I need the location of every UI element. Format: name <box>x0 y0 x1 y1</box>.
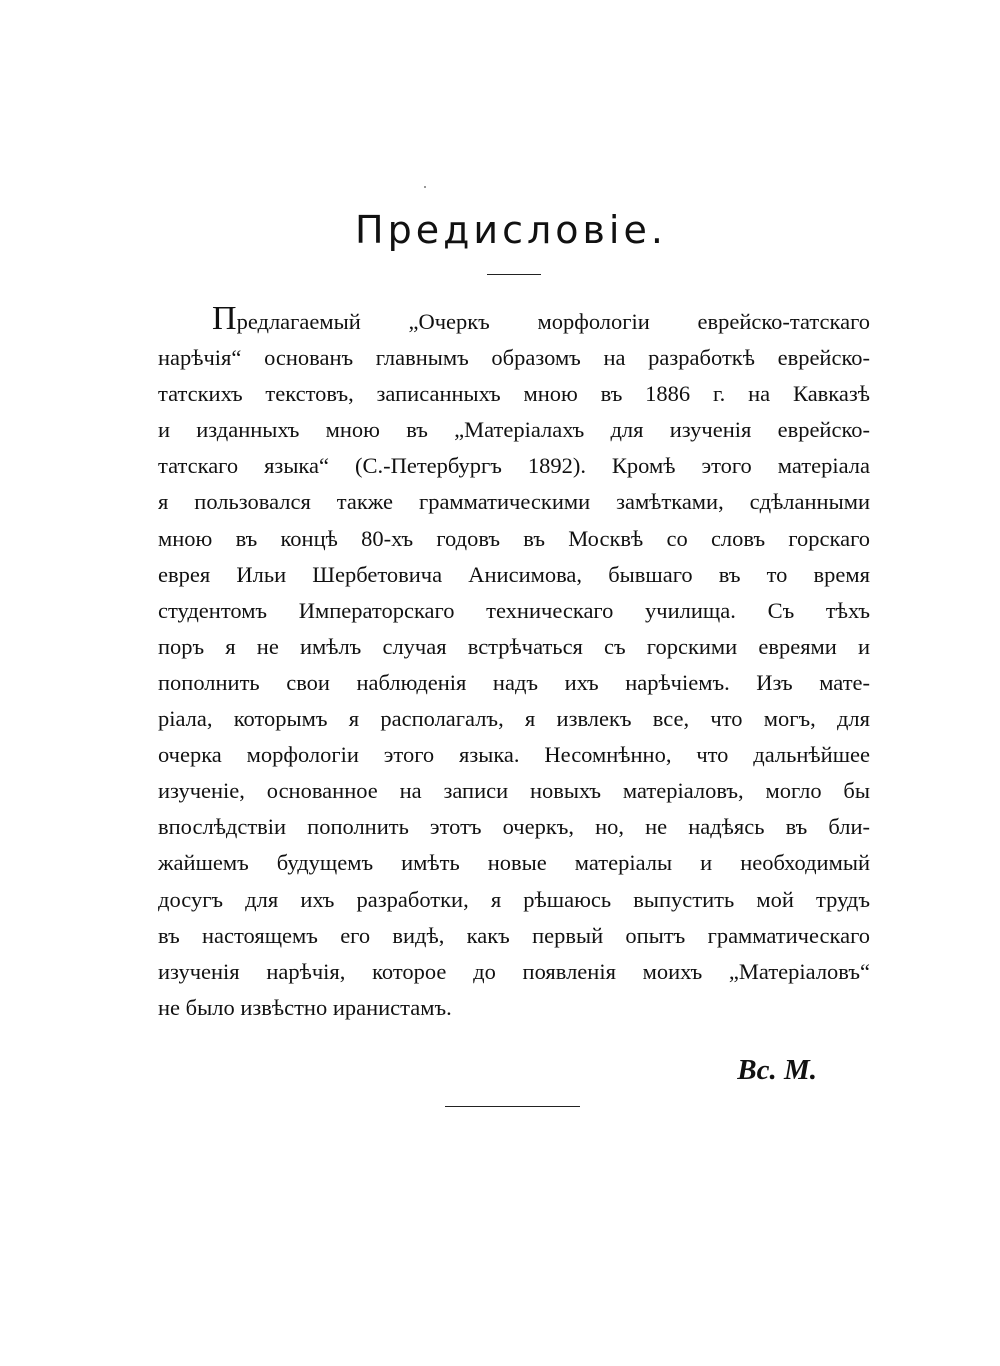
paragraph-line: въ настоящемъ его видѣ, какъ первый опытъ грамматическаго <box>158 922 870 948</box>
paragraph-line: досугъ для ихъ разработки, я рѣшаюсь выпустить мой трудъ <box>158 886 870 912</box>
preface-paragraph <box>158 300 870 1026</box>
paragraph-line: татскихъ текстовъ, записанныхъ мною въ 1886 г. на Кавказѣ <box>158 381 870 407</box>
paragraph-line: я пользовался также грамматическими замѣтками, сдѣланными <box>158 489 870 515</box>
page-title: Предисловіе. <box>355 208 667 252</box>
paragraph-line: впослѣдствіи пополнить этотъ очеркъ, но, не надѣясь въ бли- <box>158 814 870 840</box>
paragraph-line-text: редлагаемый „Очеркъ морфологіи еврейско-татскаго <box>236 309 870 334</box>
author-signature: Вс. М. <box>737 1054 817 1086</box>
paragraph-line: студентомъ Императорскаго техническаго училища. Съ тѣхъ <box>158 597 870 623</box>
paragraph-line: нарѣчія“ основанъ главнымъ образомъ на разработкѣ еврейско- <box>158 345 870 371</box>
paragraph-line <box>158 300 870 340</box>
paragraph-line: пополнить свои наблюденія надъ ихъ нарѣчіемъ. Изъ мате- <box>158 669 870 695</box>
initial-letter: П <box>212 300 237 337</box>
paragraph-line: жайшемъ будущемъ имѣть новые матеріалы и необходимый <box>158 850 870 876</box>
title-divider <box>487 274 541 275</box>
paragraph-line: ріала, которымъ я располагалъ, я извлекъ все, что могъ, для <box>158 706 870 732</box>
paragraph-line: очерка морфологіи этого языка. Несомнѣнно, что дальнѣйшее <box>158 742 870 768</box>
paragraph-line: поръ я не имѣлъ случая встрѣчаться съ горскими евреями и <box>158 633 870 659</box>
paragraph-line: не было извѣстно иранистамъ. <box>158 994 452 1020</box>
paragraph-line: еврея Ильи Шербетовича Анисимова, бывшаго въ то время <box>158 561 870 587</box>
paragraph-line: и изданныхъ мною въ „Матеріалахъ для изученія еврейско- <box>158 417 870 443</box>
paragraph-line: мною въ концѣ 80-хъ годовъ въ Москвѣ со словъ горскаго <box>158 525 870 551</box>
paragraph-line: татскаго языка“ (С.-Петербургъ 1892). Кромѣ этого матеріала <box>158 453 870 479</box>
paragraph-line: изученія нарѣчія, которое до появленія моихъ „Матеріаловъ“ <box>158 958 870 984</box>
end-divider <box>445 1106 580 1107</box>
paragraph-line: изученіе, основанное на записи новыхъ матеріаловъ, могло бы <box>158 778 870 804</box>
paper-speck <box>424 186 426 188</box>
